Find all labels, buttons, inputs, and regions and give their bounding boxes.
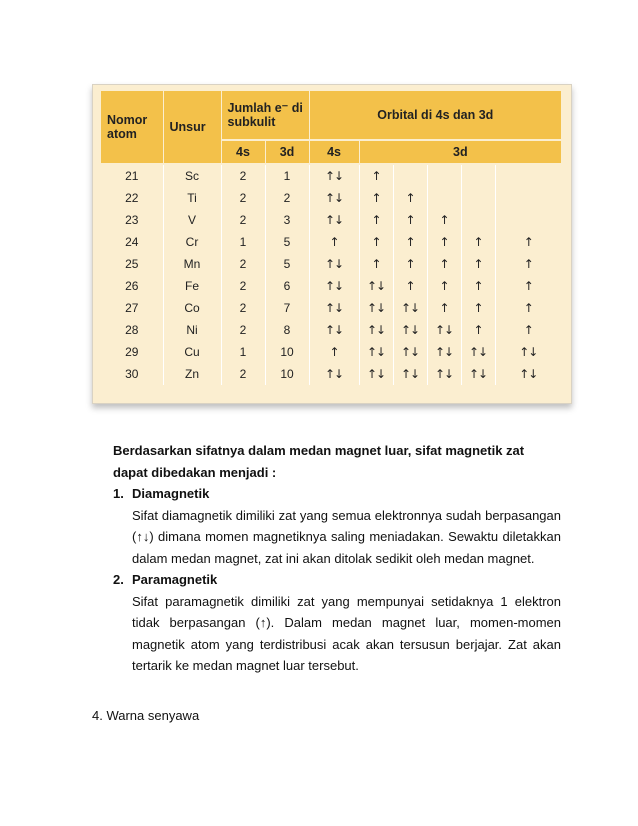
orbital-cell — [427, 187, 461, 209]
electrons-4s: 2 — [221, 209, 265, 231]
header-sub-4s: 4s — [221, 140, 265, 164]
table-row — [101, 209, 561, 231]
orbital-cell — [427, 164, 461, 187]
atomic-number: 26 — [101, 275, 163, 297]
orbital-cell — [461, 209, 495, 231]
orbital-cell: ↑↓ — [519, 367, 538, 381]
orbital-cell: ↑↓ — [309, 253, 359, 275]
orbital-cell: ↑↓ — [309, 363, 359, 385]
orbital-cell: ↑ — [393, 231, 427, 253]
atomic-number: 22 — [101, 187, 163, 209]
orbital-table — [101, 91, 561, 385]
element-symbol: Cr — [163, 231, 221, 253]
orbital-cell: ↑ — [461, 231, 495, 253]
item-heading: Diamagnetik — [132, 486, 210, 501]
orbital-cell: ↑ — [427, 297, 461, 319]
electrons-4s: 2 — [221, 164, 265, 187]
electrons-4s: 1 — [221, 231, 265, 253]
header-jumlah-e: Jumlah e⁻ di subkulit — [221, 91, 309, 140]
orbital-cell: ↑ — [461, 297, 495, 319]
element-symbol: V — [163, 209, 221, 231]
orbital-table-figure — [92, 84, 572, 404]
orbital-cell: ↑ — [359, 253, 393, 275]
orbital-cell: ↑ — [427, 209, 461, 231]
element-symbol: Ti — [163, 187, 221, 209]
orbital-cell — [461, 187, 495, 209]
electrons-3d: 7 — [265, 297, 309, 319]
item-number: 2. — [113, 572, 124, 587]
table-row — [101, 253, 561, 275]
header-orb-3d: 3d — [359, 140, 561, 164]
orbital-cell: ↑ — [461, 319, 495, 341]
item-number: 1. — [113, 486, 124, 501]
header-unsur: Unsur — [163, 91, 221, 164]
magnetic-properties-text — [113, 440, 561, 677]
orbital-cell: ↑↓ — [519, 345, 538, 359]
orbital-cell — [461, 164, 495, 187]
header-nomor-atom: Nomor atom — [101, 91, 163, 164]
element-symbol: Co — [163, 297, 221, 319]
electrons-3d: 1 — [265, 164, 309, 187]
electrons-3d: 10 — [265, 363, 309, 385]
electrons-3d: 8 — [265, 319, 309, 341]
electrons-3d: 10 — [265, 341, 309, 363]
orbital-cell: ↑↓ — [427, 341, 461, 363]
table-row — [101, 164, 561, 187]
atomic-number: 28 — [101, 319, 163, 341]
element-symbol: Mn — [163, 253, 221, 275]
header-sub-3d: 3d — [265, 140, 309, 164]
orbital-cell: ↑↓ — [359, 319, 393, 341]
orbital-cell: ↑↓ — [393, 319, 427, 341]
electrons-4s: 2 — [221, 275, 265, 297]
item-description: Sifat diamagnetik dimiliki zat yang semua elektronnya sudah berpasangan (↑↓) dimana momen magnetiknya saling meniadakan. Sewaktu diletakkan dalam medan magnet, zat ini akan ditolak sedikit oleh medan magnet. — [132, 507, 561, 566]
element-symbol: Fe — [163, 275, 221, 297]
orbital-cell: ↑ — [523, 235, 533, 249]
orbital-cell: ↑ — [393, 187, 427, 209]
orbital-cell: ↑ — [393, 275, 427, 297]
table-row — [101, 275, 561, 297]
electrons-3d: 5 — [265, 253, 309, 275]
orbital-cell: ↑ — [309, 341, 359, 363]
table-row — [101, 363, 561, 385]
orbital-cell: ↑ — [427, 253, 461, 275]
header-orbital: Orbital di 4s dan 3d — [309, 91, 561, 140]
orbital-cell: ↑↓ — [359, 297, 393, 319]
orbital-cell: ↑ — [523, 257, 533, 271]
orbital-cell: ↑ — [359, 187, 393, 209]
orbital-cell: ↑↓ — [461, 341, 495, 363]
electrons-3d: 6 — [265, 275, 309, 297]
orbital-cell: ↑↓ — [309, 209, 359, 231]
orbital-cell: ↑↓ — [359, 275, 393, 297]
electrons-4s: 2 — [221, 319, 265, 341]
orbital-cell: ↑ — [427, 275, 461, 297]
orbital-cell — [393, 164, 427, 187]
element-symbol: Ni — [163, 319, 221, 341]
orbital-cell: ↑↓ — [427, 319, 461, 341]
list-item-paramagnetik — [113, 569, 561, 677]
table-row — [101, 341, 561, 363]
element-symbol: Sc — [163, 164, 221, 187]
section-heading-warna-senyawa: 4. Warna senyawa — [92, 708, 200, 723]
electrons-3d: 2 — [265, 187, 309, 209]
atomic-number: 24 — [101, 231, 163, 253]
orbital-table-container — [101, 91, 561, 395]
orbital-cell: ↑ — [461, 253, 495, 275]
item-heading: Paramagnetik — [132, 572, 218, 587]
atomic-number: 30 — [101, 363, 163, 385]
atomic-number: 27 — [101, 297, 163, 319]
electrons-3d: 3 — [265, 209, 309, 231]
orbital-cell: ↑↓ — [309, 164, 359, 187]
electrons-4s: 2 — [221, 363, 265, 385]
orbital-cell: ↑↓ — [393, 297, 427, 319]
orbital-cell: ↑ — [523, 323, 533, 337]
atomic-number: 25 — [101, 253, 163, 275]
orbital-cell: ↑↓ — [393, 363, 427, 385]
orbital-cell: ↑ — [359, 231, 393, 253]
table-row — [101, 187, 561, 209]
electrons-4s: 1 — [221, 341, 265, 363]
orbital-cell — [495, 209, 561, 231]
orbital-cell: ↑ — [359, 164, 393, 187]
atomic-number: 23 — [101, 209, 163, 231]
electrons-4s: 2 — [221, 187, 265, 209]
orbital-cell: ↑↓ — [461, 363, 495, 385]
item-description: Sifat paramagnetik dimiliki zat yang mempunyai setidaknya 1 elektron tidak berpasangan (↑). Dalam medan magnet luar, momen-momen magnetik atom yang terdistribusi acak akan tersusun berjajar. Zat akan tertarik ke medan magnet luar tersebut. — [132, 593, 561, 673]
list-item-diamagnetik — [113, 483, 561, 569]
orbital-cell: ↑ — [461, 275, 495, 297]
orbital-cell — [495, 187, 561, 209]
header-orb-4s: 4s — [309, 140, 359, 164]
orbital-cell: ↑ — [427, 231, 461, 253]
orbital-cell: ↑↓ — [393, 341, 427, 363]
orbital-cell: ↑ — [359, 209, 393, 231]
element-symbol: Cu — [163, 341, 221, 363]
element-symbol: Zn — [163, 363, 221, 385]
orbital-cell: ↑↓ — [359, 363, 393, 385]
electrons-4s: 2 — [221, 253, 265, 275]
electrons-3d: 5 — [265, 231, 309, 253]
orbital-cell: ↑↓ — [309, 319, 359, 341]
table-row — [101, 319, 561, 341]
atomic-number: 21 — [101, 164, 163, 187]
orbital-cell: ↑ — [309, 231, 359, 253]
orbital-cell: ↑↓ — [309, 297, 359, 319]
table-row — [101, 297, 561, 319]
orbital-cell: ↑ — [393, 209, 427, 231]
table-row — [101, 231, 561, 253]
orbital-cell: ↑ — [523, 279, 533, 293]
orbital-cell: ↑↓ — [309, 187, 359, 209]
electrons-4s: 2 — [221, 297, 265, 319]
orbital-cell: ↑ — [393, 253, 427, 275]
orbital-cell: ↑ — [523, 301, 533, 315]
intro-paragraph: Berdasarkan sifatnya dalam medan magnet luar, sifat magnetik zat dapat dibedakan menjadi : — [113, 443, 525, 480]
atomic-number: 29 — [101, 341, 163, 363]
orbital-cell: ↑↓ — [427, 363, 461, 385]
orbital-cell: ↑↓ — [309, 275, 359, 297]
orbital-cell: ↑↓ — [359, 341, 393, 363]
orbital-cell — [495, 164, 561, 187]
